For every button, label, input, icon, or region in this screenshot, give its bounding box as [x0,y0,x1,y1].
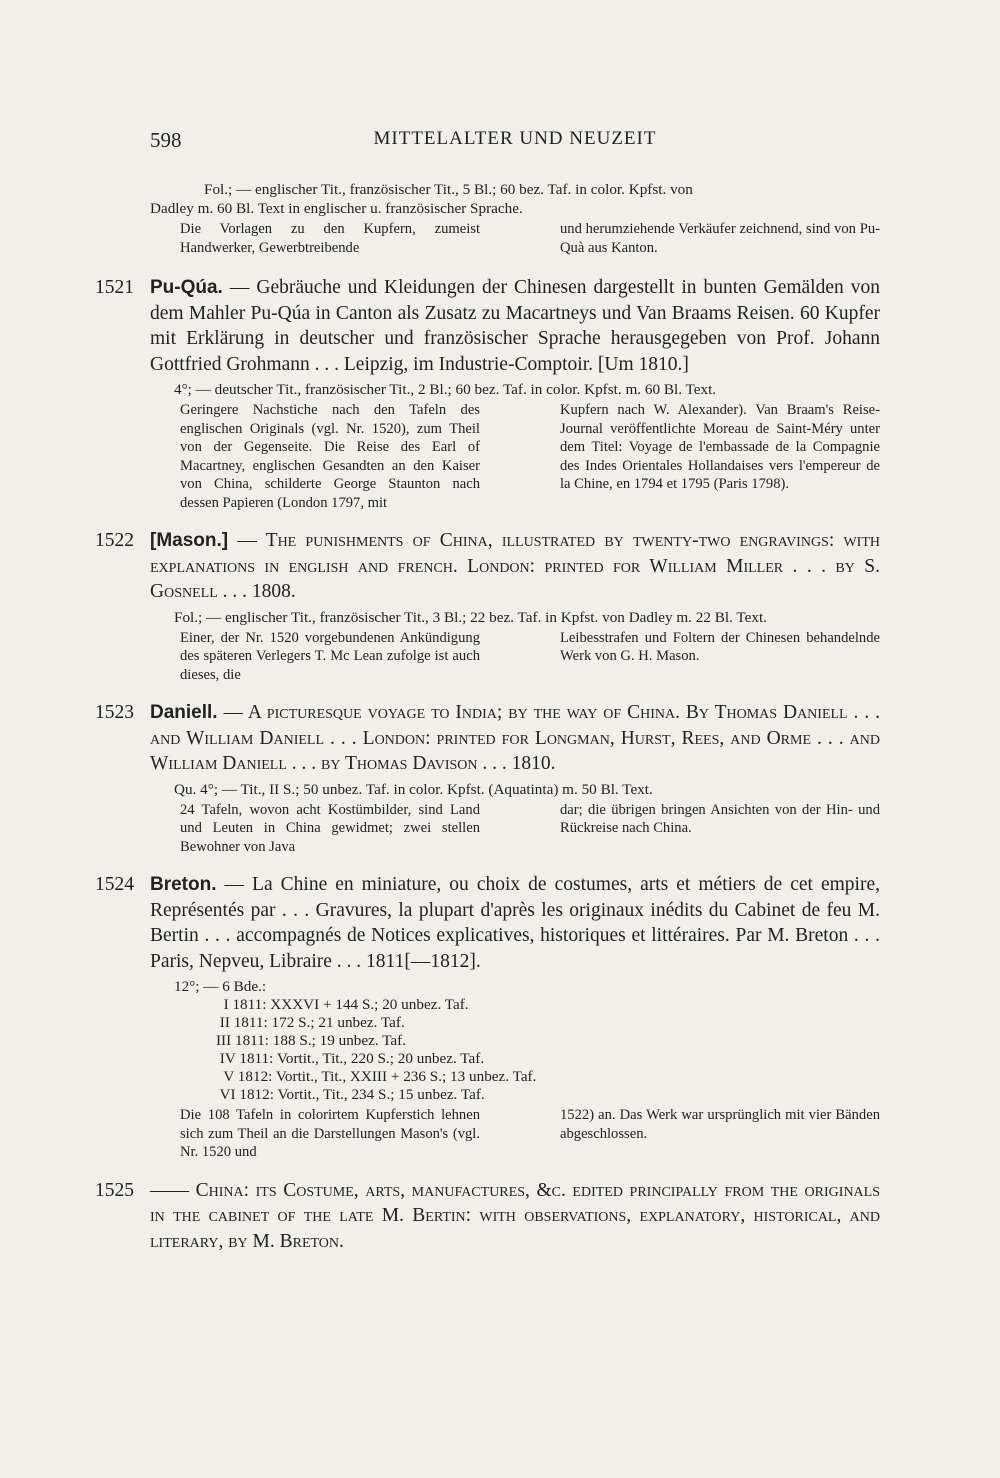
entry-note [150,801,880,857]
entry-author: [Mason.] [150,530,229,551]
entry-note [150,629,880,685]
note-right: und herumziehende Verkäufer zeichnend, sind von Pu-Quà aus Kanton. [560,221,880,256]
entry-title: — A picturesque voyage to India; by the way of China. By Thomas Daniell . . . and William Daniell . . . London: printed for Longman, Hurst, Rees, and Orme . . . and William Daniell . . . by Thomas Davison . . . 1810. [150,702,881,774]
entry-collation: Fol.; — englischer Tit., französischer Tit., 3 Bl.; 22 bez. Taf. in Kpfst. von Dadley m. 22 Bl. Text. [174,608,767,626]
continuation-line: Fol.; — englischer Tit., französischer Tit., 5 Bl.; 60 bez. Taf. in color. Kpfst. von [204,181,693,198]
volume-line: II 1811: 172 S.; 21 unbez. Taf. [216,1014,405,1031]
continuation-collation [150,180,880,218]
entry-author: Daniell. [150,702,218,723]
note-left: 24 Tafeln, wovon acht Kostümbilder, sind Land und Leuten in China gewidmet; zwei stellen Bewohner von Java [180,801,480,855]
catalog-entry [95,1178,881,1255]
entry-number: 1525 [95,1179,134,1201]
entry-number: 1522 [95,530,134,551]
running-head: MITTELALTER UND NEUZEIT [373,128,657,149]
note-right: dar; die übrigen bringen Ansichten von der Hin- und Rückreise nach China. [560,801,880,836]
volume-line: VI 1812: Vortit., Tit., 234 S.; 15 unbez. Taf. [216,1086,485,1103]
entry-dash: —— [150,1179,189,1201]
entry-number: 1521 [95,277,134,298]
entry-title: China: its Costume, arts, manufactures, &c. edited principally from the originals in the cabinet of the late M. Bertin: with observations, explanatory, historical, and literary, by M. Breton. [150,1179,881,1252]
continuation-note [150,220,880,257]
note-right: Leibesstrafen und Foltern der Chinesen behandelnde Werk von G. H. Mason. [560,629,880,664]
page-content [95,180,881,1254]
entry-collation: 4°; — deutscher Tit., französischer Tit., 2 Bl.; 60 bez. Taf. in color. Kpfst. m. 60 Bl. Text. [174,381,717,398]
entry-note [150,1106,880,1162]
entry-author: Breton. [150,874,217,895]
note-left: Geringere Nachstiche nach den Tafeln des englischen Originals (vgl. Nr. 1520), zum Theil von der Gegenseite. Die Reise des Earl of Macartney, englischen Gesandten an den Kaiser von China, schilderte George Staunton nach dessen Papieren (London 1797, mit [180,402,480,511]
entry-title-block [150,275,880,377]
volume-line: IV 1811: Vortit., Tit., 220 S.; 20 unbez. Taf. [216,1050,485,1067]
entry-collation: Qu. 4°; — Tit., II S.; 50 unbez. Taf. in color. Kpfst. (Aquatinta) m. 50 Bl. Text. [174,780,653,798]
continuation-line: Dadley m. 60 Bl. Text in englischer u. französischer Sprache. [150,200,523,217]
volume-list [150,996,880,1104]
entry-title-block [150,872,880,974]
page-number: 598 [150,128,182,152]
entry-author: Pu-Qúa. [150,277,223,298]
entry-title-block [150,700,880,777]
entry-title: — La Chine en miniature, ou choix de costumes, arts et métiers de cet empire, Représentés par . . . Gravures, la plupart d'après les originaux inédits du Cabinet de feu M. Bertin . . . accompagnés de Notices explicatives, historiques et littéraires. Par M. Breton . . . Paris, Nepveu, Libraire . . . 1811[—1812]. [150,874,880,972]
entry-number: 1523 [95,702,134,723]
catalog-entry [95,872,880,1162]
entry-collation: 12°; — 6 Bde.: [174,978,267,995]
catalog-entry [95,275,881,512]
note-right: 1522) an. Das Werk war ursprünglich mit vier Bänden abgeschlossen. [560,1107,880,1142]
page-header [150,128,880,158]
entry-title-block [150,1178,880,1255]
entry-title: — The punishments of China, illustrated by twenty-two engravings: with explanations in english and french. London: printed for William Miller . . . by S. Gosnell . . . 1808. [150,530,881,602]
entry-note [150,401,880,512]
volume-line: I 1811: XXXVI + 144 S.; 20 unbez. Taf. [216,996,469,1013]
catalog-entry [95,700,881,856]
entry-number: 1524 [95,874,134,895]
note-left: Einer, der Nr. 1520 vorgebundenen Ankündigung des späteren Verlegers T. Mc Lean zufolge ist auch dieses, die [180,629,480,683]
volume-line: V 1812: Vortit., Tit., XXIII + 236 S.; 13 unbez. Taf. [216,1068,537,1085]
catalog-entry [95,528,881,684]
note-left: Die 108 Tafeln in colorirtem Kupferstich lehnen sich zum Theil an die Darstellungen Mason's (vgl. Nr. 1520 und [180,1107,480,1160]
entry-title-block [150,528,880,605]
note-right: Kupfern nach W. Alexander). Van Braam's Reise-Journal veröffentlichte Moreau de Saint-Méry unter dem Titel: Voyage de l'embassade de la Compagnie des Indes Orientales Hollandaises vers l'empereur de la Chine, en 1794 et 1795 (Paris 1798). [560,402,880,492]
note-left: Die Vorlagen zu den Kupfern, zumeist Handwerker, Gewerbtreibende [180,221,480,256]
entry-title: — Gebräuche und Kleidungen der Chinesen dargestellt in bunten Gemälden von dem Mahler Pu-Qúa in Canton als Zusatz zu Macartneys und Van Braams Reisen. 60 Kupfer mit Erklärung in deutscher und französischer Sprache herausgegeben von Prof. Johann Gottfried Grohmann . . . Leipzig, im Industrie-Comptoir. [Um 1810.] [150,277,881,375]
volume-line: III 1811: 188 S.; 19 unbez. Taf. [216,1032,407,1049]
